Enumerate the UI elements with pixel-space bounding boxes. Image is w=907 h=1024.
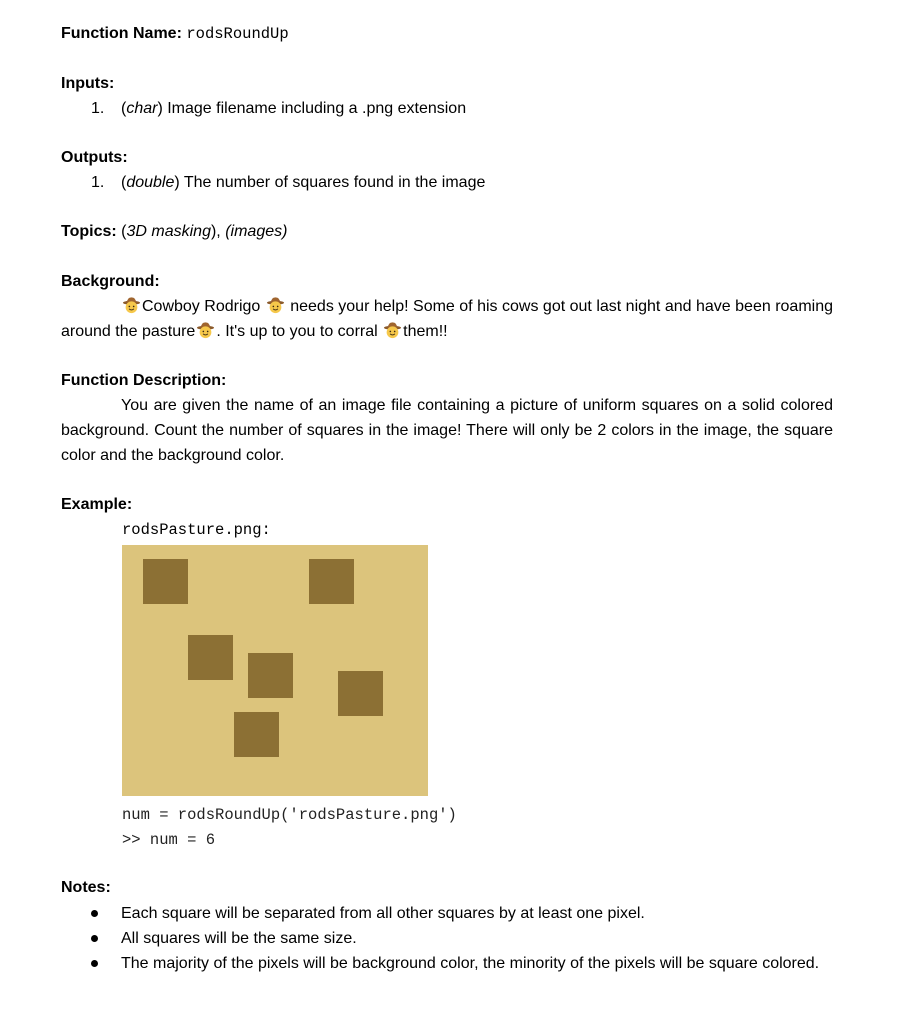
inputs-item-number: 1. xyxy=(91,100,105,117)
example-code-result: >> num = 6 xyxy=(122,831,216,849)
notes-item-text: All squares will be the same size. xyxy=(121,930,357,947)
topics-close: ), xyxy=(210,223,221,240)
background-text-4: them!! xyxy=(403,323,448,340)
background-text-1: Cowboy Rodrigo xyxy=(142,298,261,315)
notes-item xyxy=(91,951,833,976)
pasture-square xyxy=(248,653,293,698)
background-text-3: . It's up to you to corral xyxy=(216,323,378,340)
example-filename: rodsPasture.png: xyxy=(122,521,271,539)
outputs-item: 1. (double) The number of squares found in the image xyxy=(91,174,486,191)
description-text: You are given the name of an image file containing a picture of uniform squares on a solid colored background. Count the number of squares in the image! There will only be 2 colors in the image, the square color and the background color. xyxy=(61,397,833,464)
background-text-2: needs your help! Some of his cows got out last night and have been roaming around the pasture xyxy=(61,298,834,340)
bullet-icon xyxy=(91,935,98,942)
function-name-value: rodsRoundUp xyxy=(186,25,289,43)
cowboy-hat-face-icon xyxy=(266,296,285,314)
description-paragraph xyxy=(61,393,833,468)
cowboy-hat-face-icon xyxy=(122,296,141,314)
notes-item xyxy=(91,901,833,926)
pasture-square xyxy=(338,671,383,716)
inputs-heading: Inputs: xyxy=(61,75,115,92)
example-code-call: num = rodsRoundUp('rodsPasture.png') xyxy=(122,806,457,824)
outputs-item-type: double xyxy=(126,174,175,191)
outputs-heading: Outputs: xyxy=(61,149,128,166)
function-name-label: Function Name: xyxy=(61,25,182,42)
description-heading: Function Description: xyxy=(61,372,227,389)
bullet-icon xyxy=(91,960,98,967)
notes-heading: Notes: xyxy=(61,879,111,896)
pasture-square xyxy=(188,635,233,680)
pasture-square xyxy=(234,712,279,757)
background-paragraph xyxy=(61,294,833,344)
notes-item-text: The majority of the pixels will be background color, the minority of the pixels will be square colored. xyxy=(121,955,820,972)
pasture-square xyxy=(309,559,354,604)
topics-open: ( xyxy=(121,223,127,240)
outputs-item-number: 1. xyxy=(91,174,105,191)
topics-label: Topics: xyxy=(61,223,117,240)
background-heading: Background: xyxy=(61,273,160,290)
pasture-square xyxy=(143,559,188,604)
function-name-line xyxy=(61,24,289,44)
example-heading: Example: xyxy=(61,496,133,513)
inputs-item: 1. (char) Image filename including a .png extension xyxy=(91,100,467,117)
inputs-item-type: char xyxy=(126,100,158,117)
notes-item-text: Each square will be separated from all other squares by at least one pixel. xyxy=(121,905,645,922)
notes-item xyxy=(91,926,833,951)
outputs-item-text: The number of squares found in the image xyxy=(183,174,486,191)
bullet-icon xyxy=(91,910,98,917)
example-pasture-image xyxy=(122,545,428,796)
cowboy-hat-face-icon xyxy=(383,321,402,339)
topic-images: (images) xyxy=(225,223,288,240)
inputs-item-text: Image filename including a .png extension xyxy=(167,100,467,117)
topics-line xyxy=(61,222,287,242)
topic-3d-masking: 3D masking xyxy=(126,223,211,240)
cowboy-hat-face-icon xyxy=(196,321,215,339)
